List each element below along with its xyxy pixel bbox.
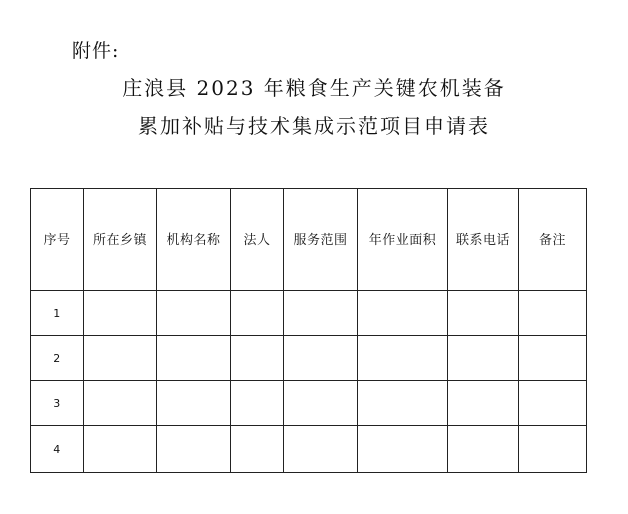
- cell-org-name[interactable]: [157, 381, 231, 426]
- col-header-annual-area: 年作业面积: [358, 189, 448, 291]
- cell-remarks[interactable]: [519, 426, 587, 473]
- cell-phone[interactable]: [448, 426, 519, 473]
- cell-org-name[interactable]: [157, 336, 231, 381]
- cell-remarks[interactable]: [519, 381, 587, 426]
- col-header-service-scope: 服务范围: [284, 189, 358, 291]
- cell-township[interactable]: [84, 381, 157, 426]
- cell-legal-rep[interactable]: [231, 291, 284, 336]
- cell-service-scope[interactable]: [284, 291, 358, 336]
- cell-remarks[interactable]: [519, 336, 587, 381]
- cell-annual-area[interactable]: [358, 426, 448, 473]
- row-serial-number: 4: [31, 426, 84, 473]
- cell-phone[interactable]: [448, 336, 519, 381]
- cell-legal-rep[interactable]: [231, 336, 284, 381]
- cell-org-name[interactable]: [157, 291, 231, 336]
- table-row: [31, 291, 587, 336]
- cell-phone[interactable]: [448, 291, 519, 336]
- col-header-legal-rep: 法人: [231, 189, 284, 291]
- cell-township[interactable]: [84, 336, 157, 381]
- col-header-remarks: 备注: [519, 189, 587, 291]
- row-serial-number: 3: [31, 381, 84, 426]
- cell-service-scope[interactable]: [284, 381, 358, 426]
- row-serial-number: 2: [31, 336, 84, 381]
- cell-org-name[interactable]: [157, 426, 231, 473]
- table-header-row: [31, 189, 587, 291]
- application-form-table: [30, 188, 587, 473]
- row-serial-number: 1: [31, 291, 84, 336]
- cell-phone[interactable]: [448, 381, 519, 426]
- cell-annual-area[interactable]: [358, 381, 448, 426]
- cell-remarks[interactable]: [519, 291, 587, 336]
- cell-annual-area[interactable]: [358, 291, 448, 336]
- col-header-org-name: 机构名称: [157, 189, 231, 291]
- col-header-township: 所在乡镇: [84, 189, 157, 291]
- col-header-phone: 联系电话: [448, 189, 519, 291]
- col-header-serial: 序号: [31, 189, 84, 291]
- cell-township[interactable]: [84, 291, 157, 336]
- table-row: [31, 426, 587, 473]
- document-title-line-2: 累加补贴与技术集成示范项目申请表: [138, 114, 490, 138]
- document-title-line-1: 庄浪县 2023 年粮食生产关键农机装备: [122, 76, 506, 100]
- cell-service-scope[interactable]: [284, 426, 358, 473]
- cell-legal-rep[interactable]: [231, 381, 284, 426]
- cell-township[interactable]: [84, 426, 157, 473]
- table-row: [31, 381, 587, 426]
- cell-legal-rep[interactable]: [231, 426, 284, 473]
- cell-annual-area[interactable]: [358, 336, 448, 381]
- table-row: [31, 336, 587, 381]
- attachment-label: 附件:: [72, 40, 120, 62]
- cell-service-scope[interactable]: [284, 336, 358, 381]
